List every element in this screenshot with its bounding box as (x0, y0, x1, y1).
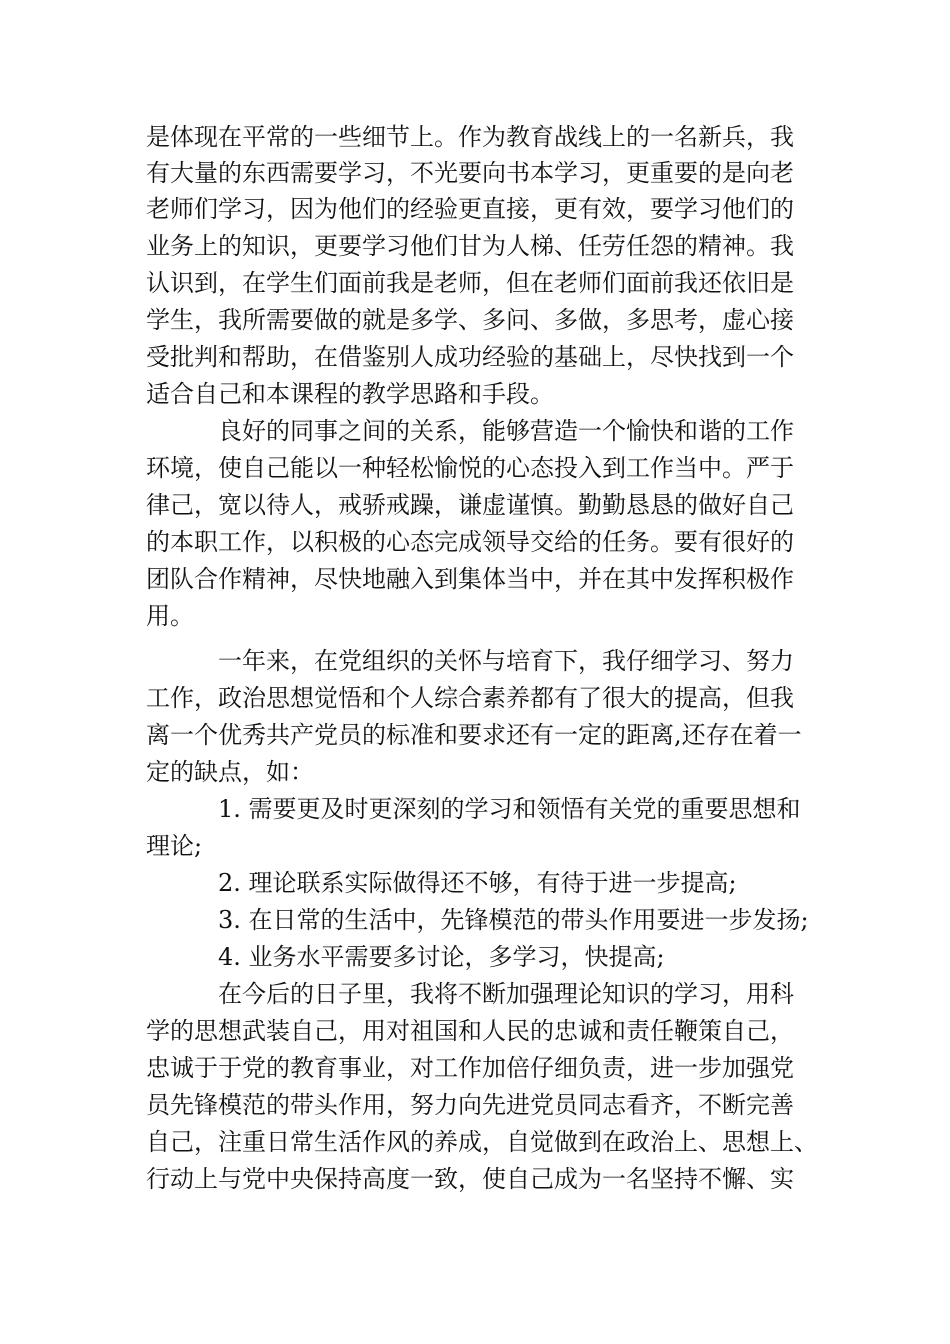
text-line-5: 认识到，在学生们面前我是老师，但在老师们面前我还依旧是 (146, 269, 794, 297)
text-line-8: 适合自己和本课程的教学思路和手段。 (146, 380, 554, 408)
text-line-2: 有大量的东西需要学习，不光要向书本学习，更重要的是向老 (146, 159, 794, 187)
text-line-3: 老师们学习，因为他们的经验更直接，更有效，要学习他们的 (146, 195, 794, 223)
list-item-1-continued: 理论; (146, 832, 203, 860)
text-line-17: 离一个优秀共产党员的标准和要求还有一定的距离,还存在着一 (146, 721, 802, 749)
text-line-9: 良好的同事之间的关系，能够营造一个愉快和谐的工作 (218, 417, 794, 445)
text-line-10: 环境，使自己能以一种轻松愉悦的心态投入到工作当中。严于 (146, 454, 794, 482)
text-line-6: 学生，我所需要做的就是多学、多问、多做，多思考，虚心接 (146, 306, 794, 334)
text-line-4: 业务上的知识，更要学习他们甘为人梯、任劳任怨的精神。我 (146, 232, 794, 260)
text-line-26: 忠诚于于党的教育事业，对工作加倍仔细负责，进一步加强党 (146, 1054, 794, 1082)
text-line-12: 的本职工作，以积极的心态完成领导交给的任务。要有很好的 (146, 528, 794, 556)
list-item-2: 2. 理论联系实际做得还不够，有待于进一步提高; (218, 869, 737, 897)
text-line-14: 用。 (146, 602, 194, 630)
text-line-15: 一年来，在党组织的关怀与培育下，我仔细学习、努力 (218, 647, 794, 675)
list-item-1: 1. 需要更及时更深刻的学习和领悟有关党的重要思想和 (218, 795, 801, 823)
text-line-16: 工作，政治思想觉悟和个人综合素养都有了很大的提高，但我 (146, 684, 794, 712)
text-line-13: 团队合作精神，尽快地融入到集体当中，并在其中发挥积极作 (146, 565, 794, 593)
text-line-18: 定的缺点，如： (146, 758, 314, 786)
text-line-11: 律己，宽以待人，戒骄戒躁，谦虚谨慎。勤勤恳恳的做好自己 (146, 491, 794, 519)
text-line-25: 学的思想武装自己，用对祖国和人民的忠诚和责任鞭策自己， (146, 1017, 794, 1045)
list-item-4: 4. 业务水平需要多讨论，多学习，快提高; (218, 943, 665, 971)
text-line-28: 自己，注重日常生活作风的养成，自觉做到在政治上、思想上、 (146, 1128, 818, 1156)
list-item-3: 3. 在日常的生活中，先锋模范的带头作用要进一步发扬; (218, 906, 809, 934)
text-line-29: 行动上与党中央保持高度一致，使自己成为一名坚持不懈、实 (146, 1165, 794, 1193)
text-line-7: 受批判和帮助，在借鉴别人成功经验的基础上，尽快找到一个 (146, 343, 794, 371)
text-line-24: 在今后的日子里，我将不断加强理论知识的学习，用科 (218, 980, 794, 1008)
text-line-27: 员先锋模范的带头作用，努力向先进党员同志看齐，不断完善 (146, 1091, 794, 1119)
text-line-1: 是体现在平常的一些细节上。作为教育战线上的一名新兵，我 (146, 123, 794, 151)
